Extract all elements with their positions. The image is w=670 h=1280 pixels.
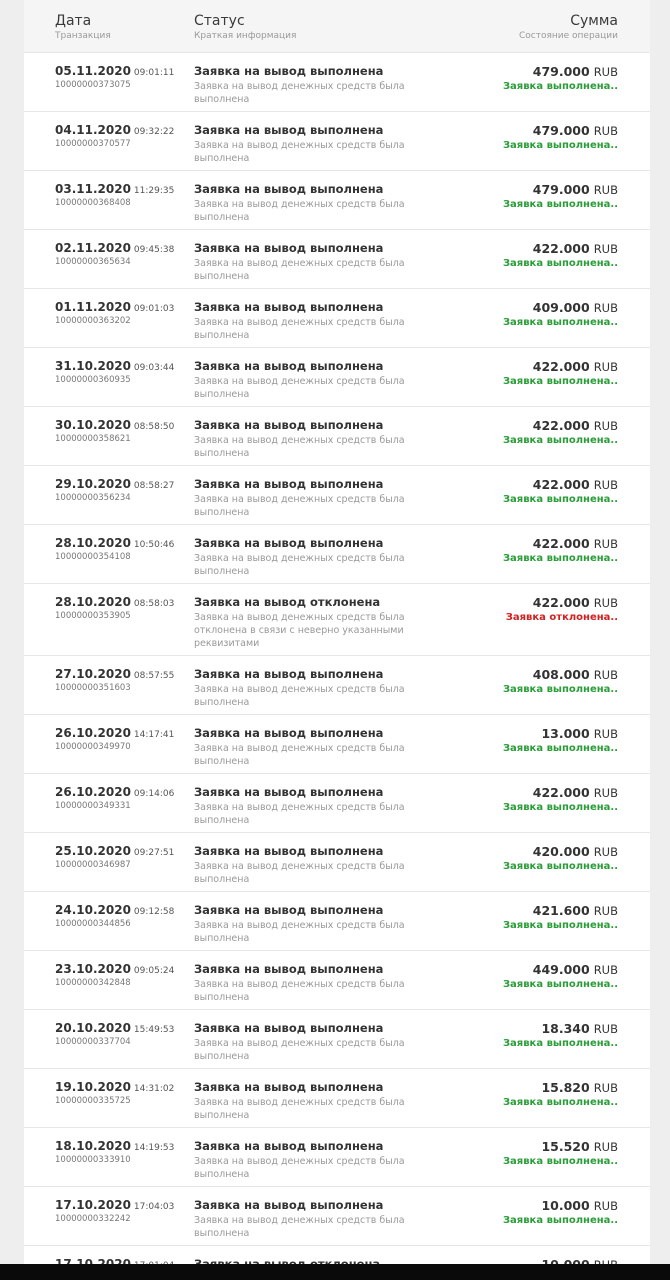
- table-row[interactable]: [24, 348, 650, 407]
- status-description: Заявка на вывод денежных средств была выполнена: [194, 1038, 405, 1062]
- operation-state: Заявка выполнена..: [502, 979, 618, 990]
- transaction-sum-cell: [503, 123, 618, 152]
- transaction-status-cell: [194, 844, 424, 886]
- status-description: Заявка на вывод денежных средств была выполнена: [194, 1156, 405, 1180]
- operation-state: Заявка выполнена..: [502, 920, 618, 931]
- status-title: Заявка на вывод выполнена: [194, 477, 384, 491]
- amount-value: 409.000: [532, 300, 590, 315]
- transaction-sum-cell: [503, 359, 618, 388]
- transaction-date-cell: [55, 785, 174, 812]
- table-row[interactable]: [24, 112, 650, 171]
- amount-value: 422.000: [532, 241, 590, 256]
- status-title: Заявка на вывод выполнена: [194, 64, 384, 78]
- status-description: Заявка на вывод денежных средств была отклонена в связи с неверно указанными реквизитами: [194, 612, 405, 649]
- transaction-id: 10000000344856: [55, 919, 131, 929]
- transaction-id: 10000000354108: [55, 552, 131, 562]
- status-description: Заявка на вывод денежных средств была выполнена: [194, 553, 405, 577]
- amount-line: [503, 359, 618, 375]
- transaction-sum-cell: [503, 182, 618, 211]
- transaction-id: 10000000363202: [55, 316, 131, 326]
- amount-currency: RUB: [593, 301, 618, 315]
- operation-state: Заявка выполнена..: [502, 802, 618, 813]
- transaction-date: 30.10.2020: [55, 418, 131, 432]
- transaction-date-cell: [55, 962, 174, 989]
- header-sum-sub: Состояние операции: [518, 31, 618, 41]
- transaction-sum-cell: [503, 903, 618, 932]
- transaction-status-cell: [194, 123, 424, 165]
- header-date-sub: Транзакция: [55, 31, 111, 41]
- operation-state: Заявка выполнена..: [502, 1215, 618, 1226]
- table-row[interactable]: [24, 1187, 650, 1246]
- transaction-date-line: [55, 595, 174, 611]
- amount-currency: RUB: [593, 360, 618, 374]
- status-description: Заявка на вывод денежных средств была выполнена: [194, 140, 405, 164]
- status-title: Заявка на вывод выполнена: [194, 1021, 384, 1035]
- header-sum-title: Сумма: [570, 13, 618, 29]
- transaction-status-cell: [194, 477, 424, 519]
- operation-state: Заявка отклонена..: [505, 612, 618, 623]
- table-row[interactable]: [24, 525, 650, 584]
- status-title: Заявка на вывод выполнена: [194, 123, 384, 137]
- transaction-date-cell: [55, 123, 174, 150]
- amount-line: [503, 962, 618, 978]
- status-title: Заявка на вывод выполнена: [194, 667, 384, 681]
- amount-currency: RUB: [593, 1140, 618, 1154]
- status-title: Заявка на вывод отклонена: [194, 595, 381, 609]
- transaction-time: 09:01:03: [133, 304, 175, 314]
- status-title: Заявка на вывод выполнена: [194, 785, 384, 799]
- transaction-sum-cell: [506, 595, 618, 624]
- transaction-status-cell: [194, 962, 424, 1004]
- transaction-date-line: [55, 300, 174, 316]
- table-row[interactable]: [24, 584, 650, 656]
- transaction-sum-cell: [503, 241, 618, 270]
- amount-currency: RUB: [593, 1022, 618, 1036]
- table-row[interactable]: [24, 715, 650, 774]
- transaction-id: 10000000368408: [55, 198, 131, 208]
- transaction-sum-cell: [503, 300, 618, 329]
- amount-line: [503, 1139, 618, 1155]
- transaction-date-line: [55, 418, 174, 434]
- transaction-date-line: [55, 241, 174, 257]
- transaction-date: 24.10.2020: [55, 903, 131, 917]
- operation-state: Заявка выполнена..: [502, 1038, 618, 1049]
- transaction-date: 19.10.2020: [55, 1080, 131, 1094]
- amount-line: [503, 903, 618, 919]
- transaction-id: 10000000351603: [55, 683, 131, 693]
- transaction-date-line: [55, 667, 174, 683]
- transaction-time: 15:49:53: [133, 1025, 175, 1035]
- transaction-date-cell: [55, 1198, 174, 1225]
- transaction-sum-cell: [503, 1139, 618, 1168]
- transaction-sum-cell: [503, 64, 618, 93]
- operation-state: Заявка выполнена..: [502, 435, 618, 446]
- transaction-time: 09:32:22: [133, 127, 175, 137]
- transaction-date-line: [55, 726, 174, 742]
- amount-value: 408.000: [532, 667, 590, 682]
- transaction-date-cell: [55, 182, 174, 209]
- transaction-time: 09:12:58: [133, 907, 175, 917]
- transaction-date-cell: [55, 418, 174, 445]
- transaction-sum-cell: [503, 962, 618, 991]
- table-row[interactable]: [24, 892, 650, 951]
- amount-value: 422.000: [532, 536, 590, 551]
- status-description: Заявка на вывод денежных средств была выполнена: [194, 376, 405, 400]
- status-description: Заявка на вывод денежных средств была выполнена: [194, 684, 405, 708]
- transaction-sum-cell: [503, 726, 618, 755]
- transactions-panel: [24, 0, 650, 1280]
- status-title: Заявка на вывод выполнена: [194, 962, 384, 976]
- transaction-time: 09:01:11: [133, 68, 175, 78]
- transaction-date-line: [55, 1080, 174, 1096]
- amount-value: 15.520: [541, 1139, 590, 1154]
- operation-state: Заявка выполнена..: [502, 376, 618, 387]
- transaction-date: 01.11.2020: [55, 300, 131, 314]
- status-description: Заявка на вывод денежных средств была выполнена: [194, 1097, 405, 1121]
- transaction-id: 10000000335725: [55, 1096, 131, 1106]
- amount-line: [503, 1198, 618, 1214]
- transaction-date-line: [55, 123, 174, 139]
- table-row[interactable]: [24, 230, 650, 289]
- amount-currency: RUB: [593, 1199, 618, 1213]
- transaction-date: 26.10.2020: [55, 726, 131, 740]
- transaction-id: 10000000332242: [55, 1214, 131, 1224]
- status-title: Заявка на вывод выполнена: [194, 536, 384, 550]
- transaction-date-line: [55, 1021, 174, 1037]
- amount-value: 10.000: [541, 1198, 590, 1213]
- transaction-date-cell: [55, 667, 174, 694]
- transaction-status-cell: [194, 418, 424, 460]
- amount-line: [503, 726, 618, 742]
- amount-value: 13.000: [541, 726, 590, 741]
- amount-value: 422.000: [532, 477, 590, 492]
- transaction-date-cell: [55, 241, 174, 268]
- amount-currency: RUB: [593, 668, 618, 682]
- operation-state: Заявка выполнена..: [502, 553, 618, 564]
- status-description: Заявка на вывод денежных средств была выполнена: [194, 317, 405, 341]
- amount-value: 15.820: [541, 1080, 590, 1095]
- amount-value: 479.000: [532, 123, 590, 138]
- transaction-time: 09:27:51: [133, 848, 175, 858]
- header-date[interactable]: [55, 13, 111, 42]
- transaction-date-line: [55, 1198, 174, 1214]
- status-description: Заявка на вывод денежных средств была выполнена: [194, 979, 405, 1003]
- transaction-sum-cell: [503, 1080, 618, 1109]
- transaction-status-cell: [194, 64, 424, 106]
- status-title: Заявка на вывод выполнена: [194, 844, 384, 858]
- transaction-id: 10000000349970: [55, 742, 131, 752]
- amount-value: 449.000: [532, 962, 590, 977]
- transaction-sum-cell: [503, 785, 618, 814]
- amount-currency: RUB: [593, 786, 618, 800]
- transaction-time: 09:03:44: [133, 363, 175, 373]
- amount-currency: RUB: [593, 596, 618, 610]
- transaction-date: 28.10.2020: [55, 595, 131, 609]
- transaction-date-line: [55, 785, 174, 801]
- transaction-date-line: [55, 844, 174, 860]
- transaction-date-cell: [55, 536, 174, 563]
- transaction-date: 28.10.2020: [55, 536, 131, 550]
- status-title: Заявка на вывод выполнена: [194, 726, 384, 740]
- transaction-date-line: [55, 903, 174, 919]
- status-title: Заявка на вывод выполнена: [194, 359, 384, 373]
- amount-currency: RUB: [593, 478, 618, 492]
- amount-line: [503, 844, 618, 860]
- transaction-sum-cell: [503, 1198, 618, 1227]
- transaction-id: 10000000353905: [55, 611, 131, 621]
- amount-value: 422.000: [532, 595, 590, 610]
- amount-value: 421.600: [532, 903, 590, 918]
- amount-value: 479.000: [532, 64, 590, 79]
- transaction-id: 10000000358621: [55, 434, 131, 444]
- transaction-date: 31.10.2020: [55, 359, 131, 373]
- amount-line: [503, 785, 618, 801]
- transaction-status-cell: [194, 1021, 424, 1063]
- operation-state: Заявка выполнена..: [502, 743, 618, 754]
- header-status[interactable]: [194, 13, 296, 42]
- transaction-date-line: [55, 477, 174, 493]
- amount-line: [503, 1021, 618, 1037]
- amount-currency: RUB: [593, 65, 618, 79]
- transaction-id: 10000000365634: [55, 257, 131, 267]
- transaction-id: 10000000373075: [55, 80, 131, 90]
- transaction-status-cell: [194, 182, 424, 224]
- transaction-status-cell: [194, 1198, 424, 1240]
- transaction-date: 05.11.2020: [55, 64, 131, 78]
- header-date-title: Дата: [55, 13, 92, 29]
- transaction-status-cell: [194, 300, 424, 342]
- amount-line: [503, 64, 618, 80]
- table-row[interactable]: [24, 466, 650, 525]
- table-row[interactable]: [24, 1128, 650, 1187]
- table-row[interactable]: [24, 407, 650, 466]
- status-description: Заявка на вывод денежных средств была выполнена: [194, 435, 405, 459]
- transaction-status-cell: [194, 667, 424, 709]
- transaction-date: 23.10.2020: [55, 962, 131, 976]
- transaction-id: 10000000346987: [55, 860, 131, 870]
- status-description: Заявка на вывод денежных средств была выполнена: [194, 920, 405, 944]
- status-description: Заявка на вывод денежных средств была выполнена: [194, 743, 405, 767]
- transaction-time: 11:29:35: [133, 186, 175, 196]
- table-row[interactable]: [24, 951, 650, 1010]
- amount-currency: RUB: [593, 1081, 618, 1095]
- table-row[interactable]: [24, 53, 650, 112]
- amount-currency: RUB: [593, 845, 618, 859]
- operation-state: Заявка выполнена..: [502, 81, 618, 92]
- transaction-date: 25.10.2020: [55, 844, 131, 858]
- transaction-time: 17:04:03: [133, 1202, 175, 1212]
- table-row[interactable]: [24, 833, 650, 892]
- amount-currency: RUB: [593, 419, 618, 433]
- transaction-sum-cell: [503, 477, 618, 506]
- transaction-date-cell: [55, 595, 174, 622]
- transaction-id: 10000000337704: [55, 1037, 131, 1047]
- amount-currency: RUB: [593, 904, 618, 918]
- bottom-bar: [0, 1264, 670, 1280]
- amount-value: 422.000: [532, 785, 590, 800]
- transaction-time: 14:19:53: [133, 1143, 175, 1153]
- status-title: Заявка на вывод выполнена: [194, 903, 384, 917]
- transaction-date: 02.11.2020: [55, 241, 131, 255]
- amount-line: [503, 1080, 618, 1096]
- transaction-status-cell: [194, 903, 424, 945]
- amount-value: 422.000: [532, 359, 590, 374]
- transaction-date-line: [55, 536, 174, 552]
- amount-currency: RUB: [593, 242, 618, 256]
- transaction-id: 10000000342848: [55, 978, 131, 988]
- operation-state: Заявка выполнена..: [502, 1097, 618, 1108]
- transaction-time: 08:57:55: [133, 671, 175, 681]
- status-title: Заявка на вывод выполнена: [194, 1139, 384, 1153]
- amount-line: [503, 418, 618, 434]
- transaction-date-cell: [55, 903, 174, 930]
- transaction-date-cell: [55, 1139, 174, 1166]
- transaction-time: 09:14:06: [133, 789, 175, 799]
- status-title: Заявка на вывод выполнена: [194, 300, 384, 314]
- status-title: Заявка на вывод выполнена: [194, 1080, 384, 1094]
- status-title: Заявка на вывод выполнена: [194, 1198, 384, 1212]
- status-description: Заявка на вывод денежных средств была выполнена: [194, 81, 405, 105]
- operation-state: Заявка выполнена..: [502, 258, 618, 269]
- status-description: Заявка на вывод денежных средств была выполнена: [194, 1215, 405, 1239]
- operation-state: Заявка выполнена..: [502, 861, 618, 872]
- status-description: Заявка на вывод денежных средств была выполнена: [194, 802, 405, 826]
- transaction-date-line: [55, 1139, 174, 1155]
- transaction-time: 10:50:46: [133, 540, 175, 550]
- transaction-time: 09:05:24: [133, 966, 175, 976]
- status-description: Заявка на вывод денежных средств была выполнена: [194, 494, 405, 518]
- table-header: [24, 0, 650, 53]
- amount-line: [506, 595, 618, 611]
- transaction-status-cell: [194, 1080, 424, 1122]
- transaction-status-cell: [194, 726, 424, 768]
- transaction-status-cell: [194, 241, 424, 283]
- transaction-status-cell: [194, 1139, 424, 1181]
- transaction-date-cell: [55, 1080, 174, 1107]
- transaction-time: 09:45:38: [133, 245, 175, 255]
- amount-currency: RUB: [593, 963, 618, 977]
- transaction-id: 10000000360935: [55, 375, 131, 385]
- transaction-date-cell: [55, 64, 174, 91]
- transaction-date: 20.10.2020: [55, 1021, 131, 1035]
- transaction-date: 18.10.2020: [55, 1139, 131, 1153]
- transaction-sum-cell: [503, 667, 618, 696]
- amount-line: [503, 241, 618, 257]
- amount-value: 479.000: [532, 182, 590, 197]
- amount-line: [503, 536, 618, 552]
- operation-state: Заявка выполнена..: [502, 494, 618, 505]
- transaction-status-cell: [194, 359, 424, 401]
- transaction-sum-cell: [503, 1021, 618, 1050]
- header-sum[interactable]: [519, 13, 618, 42]
- table-row[interactable]: [24, 1069, 650, 1128]
- transaction-sum-cell: [503, 536, 618, 565]
- transaction-time: 14:31:02: [133, 1084, 175, 1094]
- operation-state: Заявка выполнена..: [502, 199, 618, 210]
- transaction-date-cell: [55, 300, 174, 327]
- transaction-time: 08:58:03: [133, 599, 175, 609]
- transaction-date: 04.11.2020: [55, 123, 131, 137]
- amount-line: [503, 182, 618, 198]
- transaction-time: 08:58:27: [133, 481, 175, 491]
- amount-line: [503, 300, 618, 316]
- status-title: Заявка на вывод выполнена: [194, 241, 384, 255]
- transaction-date-line: [55, 962, 174, 978]
- header-status-title: Статус: [194, 13, 245, 29]
- operation-state: Заявка выполнена..: [502, 1156, 618, 1167]
- transaction-id: 10000000333910: [55, 1155, 131, 1165]
- header-status-sub: Краткая информация: [194, 31, 297, 41]
- operation-state: Заявка выполнена..: [502, 684, 618, 695]
- transaction-id: 10000000349331: [55, 801, 131, 811]
- operation-state: Заявка выполнена..: [502, 140, 618, 151]
- transaction-date-line: [55, 64, 174, 80]
- amount-value: 420.000: [532, 844, 590, 859]
- table-row[interactable]: [24, 1010, 650, 1069]
- transaction-date-cell: [55, 726, 174, 753]
- amount-value: 18.340: [541, 1021, 590, 1036]
- transaction-date-line: [55, 359, 174, 375]
- table-row[interactable]: [24, 774, 650, 833]
- status-description: Заявка на вывод денежных средств была выполнена: [194, 258, 405, 282]
- status-description: Заявка на вывод денежных средств была выполнена: [194, 861, 405, 885]
- transaction-status-cell: [194, 595, 424, 650]
- table-row[interactable]: [24, 656, 650, 715]
- transaction-date: 26.10.2020: [55, 785, 131, 799]
- operation-state: Заявка выполнена..: [502, 317, 618, 328]
- transaction-sum-cell: [503, 844, 618, 873]
- transaction-time: 14:17:41: [133, 730, 175, 740]
- status-title: Заявка на вывод выполнена: [194, 418, 384, 432]
- amount-value: 422.000: [532, 418, 590, 433]
- transaction-time: 08:58:50: [133, 422, 175, 432]
- transaction-status-cell: [194, 785, 424, 827]
- status-title: Заявка на вывод выполнена: [194, 182, 384, 196]
- transaction-date: 29.10.2020: [55, 477, 131, 491]
- transaction-id: 10000000356234: [55, 493, 131, 503]
- amount-currency: RUB: [593, 727, 618, 741]
- table-row[interactable]: [24, 171, 650, 230]
- transaction-date-cell: [55, 1021, 174, 1048]
- amount-currency: RUB: [593, 124, 618, 138]
- transaction-date-line: [55, 182, 174, 198]
- table-row[interactable]: [24, 289, 650, 348]
- transaction-date: 03.11.2020: [55, 182, 131, 196]
- transaction-id: 10000000370577: [55, 139, 131, 149]
- transaction-date-cell: [55, 359, 174, 386]
- transaction-date: 27.10.2020: [55, 667, 131, 681]
- amount-currency: RUB: [593, 183, 618, 197]
- amount-line: [503, 477, 618, 493]
- transaction-list: [24, 53, 650, 1280]
- amount-currency: RUB: [593, 537, 618, 551]
- transaction-date-cell: [55, 844, 174, 871]
- transaction-status-cell: [194, 536, 424, 578]
- status-description: Заявка на вывод денежных средств была выполнена: [194, 199, 405, 223]
- transaction-date: 17.10.2020: [55, 1198, 131, 1212]
- amount-line: [503, 667, 618, 683]
- transaction-sum-cell: [503, 418, 618, 447]
- amount-line: [503, 123, 618, 139]
- transaction-date-cell: [55, 477, 174, 504]
